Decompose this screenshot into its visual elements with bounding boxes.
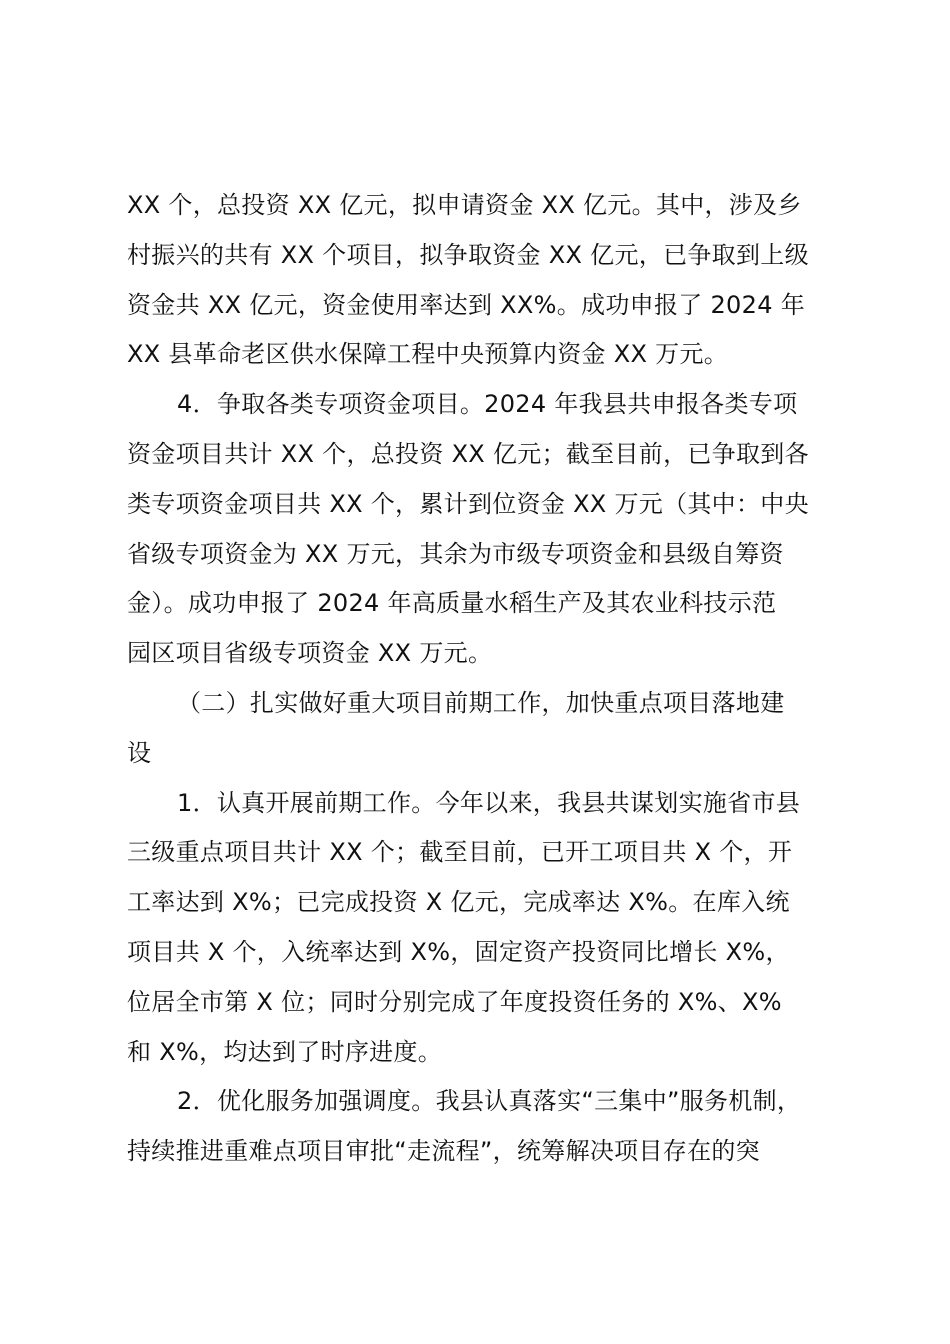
text-line: XX 县革命老区供水保障工程中央预算内资金 XX 万元。 <box>127 340 729 369</box>
text-line: XX 个，总投资 XX 亿元，拟申请资金 XX 亿元。其中，涉及乡 <box>127 191 802 219</box>
text-line: 资金项目共计 XX 个，总投资 XX 亿元；截至目前，已争取到各 <box>127 439 809 468</box>
text-line: 和 X%，均达到了时序进度。 <box>127 1037 443 1066</box>
section-heading-line: 设 <box>127 738 152 767</box>
paragraph-start-line: 1．认真开展前期工作。今年以来，我县共谋划实施省市县 <box>177 788 801 817</box>
document-body <box>127 181 839 1177</box>
text-line: 项目共 X 个，入统率达到 X%，固定资产投资同比增长 X%， <box>127 937 790 966</box>
text-line: 金）。成功申报了 2024 年高质量水稻生产及其农业科技示范 <box>127 589 777 618</box>
text-line: 村振兴的共有 XX 个项目，拟争取资金 XX 亿元，已争取到上级 <box>127 240 809 269</box>
paragraph-start-line: 4．争取各类专项资金项目。2024 年我县共申报各类专项 <box>177 390 798 419</box>
text-line: 工率达到 X%；已完成投资 X 亿元，完成率达 X%。在库入统 <box>127 888 790 917</box>
text-line: 资金共 XX 亿元，资金使用率达到 XX%。成功申报了 2024 年 <box>127 290 805 319</box>
text-line: 三级重点项目共计 XX 个；截至目前，已开工项目共 X 个，开 <box>127 838 793 867</box>
text-line: 持续推进重难点项目审批“走流程”，统筹解决项目存在的突 <box>127 1137 760 1166</box>
paragraph-start-line: 2．优化服务加强调度。我县认真落实“三集中”服务机制， <box>177 1087 802 1116</box>
text-line: 位居全市第 X 位；同时分别完成了年度投资任务的 X%、X% <box>127 987 782 1016</box>
text-line: 省级专项资金为 XX 万元，其余为市级专项资金和县级自筹资 <box>127 539 784 568</box>
section-heading-line: （二）扎实做好重大项目前期工作，加快重点项目落地建 <box>177 688 785 717</box>
text-line: 园区项目省级专项资金 XX 万元。 <box>127 639 493 668</box>
text-line: 类专项资金项目共 XX 个，累计到位资金 XX 万元（其中：中央 <box>127 489 809 518</box>
